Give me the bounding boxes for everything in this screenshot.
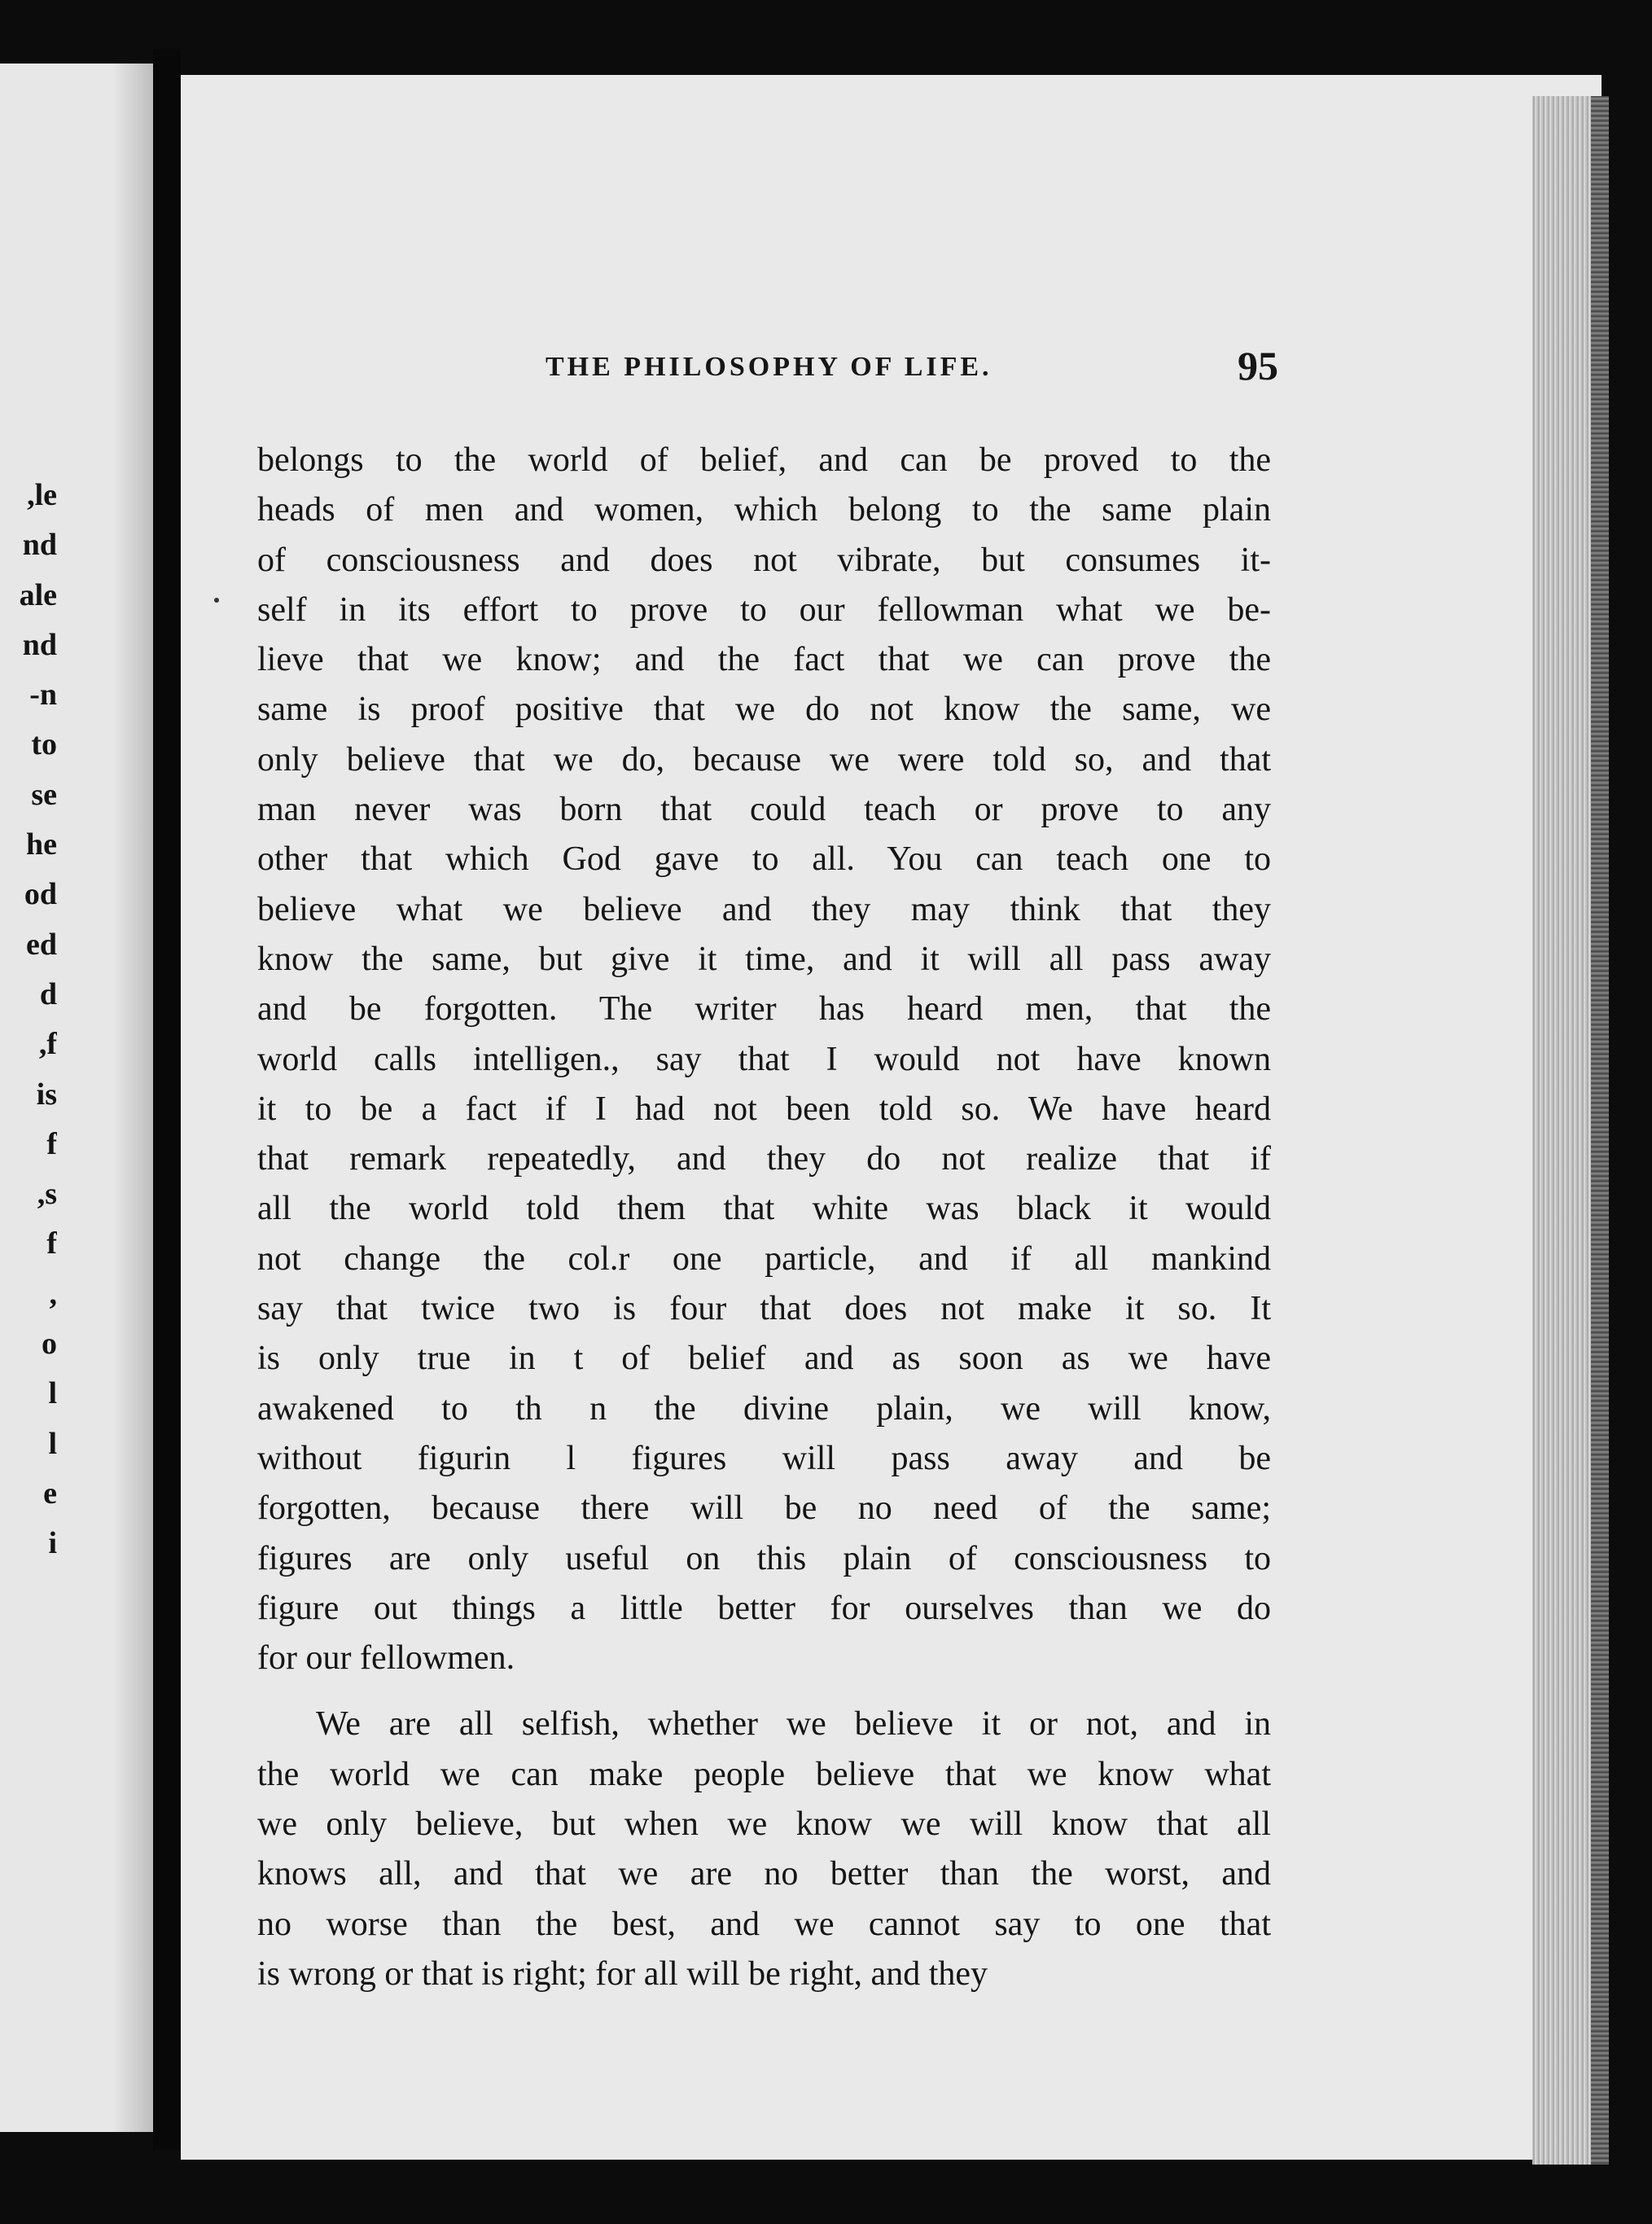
- text-line: the world we can make people believe that we know what: [257, 1755, 1271, 1793]
- fragment-line: s,: [37, 1177, 57, 1212]
- fragment-line: i: [48, 1526, 57, 1561]
- text-line: other that which God gave to all. You can teach one to: [257, 840, 1271, 879]
- text-line: lieve that we know; and the fact that we can prove the: [257, 641, 1271, 679]
- fragment-line: ale: [19, 577, 57, 612]
- fragment-line: le,: [27, 478, 57, 512]
- fragment-line: nd: [22, 627, 57, 662]
- page-stack-edge-shadow: [1591, 96, 1609, 2165]
- text-line: figures are only useful on this plain of consciousness to: [257, 1539, 1271, 1577]
- text-line: that remark repeatedly, and they do not realize that if: [257, 1140, 1271, 1178]
- text-line: of consciousness and does not vibrate, but consumes it-: [257, 541, 1271, 579]
- text-line: figure out things a little better for ourselves than we do: [257, 1589, 1271, 1627]
- text-line: we only believe, but when we know we will know that all: [257, 1805, 1271, 1844]
- text-line: awakened to th n the divine plain, we will know,: [257, 1389, 1271, 1428]
- text-line: know the same, but give it time, and it will all pass away: [257, 940, 1271, 978]
- fragment-line: d: [39, 976, 57, 1011]
- fragment-line: ,: [49, 1276, 57, 1311]
- paragraph-2: [257, 1700, 1271, 1999]
- text-line: is only true in t of belief and as soon as we have: [257, 1340, 1271, 1378]
- text-line: heads of men and women, which belong to the same plain: [257, 491, 1271, 529]
- running-head: [261, 342, 1278, 391]
- text-line: without figurin l figures will pass away and be: [257, 1439, 1271, 1477]
- page-body-text: [257, 436, 1271, 1999]
- text-line: We are all selfish, whether we believe it or not, and in: [316, 1705, 1271, 1744]
- page-number: 95: [1238, 343, 1278, 388]
- fragment-line: to: [31, 727, 57, 762]
- fragment-line: n-: [29, 678, 57, 713]
- text-line: self in its effort to prove to our fellowman what we be-: [257, 590, 1271, 629]
- text-line: belongs to the world of belief, and can be proved to the: [257, 441, 1271, 479]
- text-line: for our fellowmen.: [257, 1639, 515, 1678]
- fragment-line: l: [48, 1426, 57, 1461]
- previous-page-text-fragments: [0, 471, 57, 1569]
- running-title: THE PHILOSOPHY OF LIFE.: [546, 352, 993, 382]
- text-line: same is proof positive that we do not know the same, we: [257, 691, 1271, 729]
- fragment-line: is: [36, 1077, 57, 1112]
- previous-page-edge: [0, 64, 153, 2132]
- fragment-line: f: [46, 1226, 57, 1261]
- fragment-line: f,: [38, 1027, 57, 1062]
- fragment-line: nd: [22, 528, 57, 563]
- stray-ink-mark: [214, 598, 219, 603]
- fragment-line: l: [48, 1376, 57, 1411]
- text-line: no worse than the best, and we cannot say to one that: [257, 1905, 1271, 1943]
- text-line: all the world told them that white was black it would: [257, 1190, 1271, 1228]
- book-spine: [153, 49, 181, 2150]
- text-line: only believe that we do, because we were told so, and that: [257, 740, 1271, 779]
- text-line: believe what we believe and they may think that they: [257, 890, 1271, 928]
- fragment-line: f: [46, 1126, 57, 1161]
- fragment-line: e: [43, 1476, 57, 1511]
- fragment-line: he: [26, 827, 57, 862]
- fragment-line: se: [31, 777, 57, 812]
- fragment-line: ed: [26, 927, 57, 962]
- page-stack-edges: [1532, 96, 1591, 2165]
- paragraph-1: [257, 436, 1271, 1683]
- gutter-shadow: [112, 64, 153, 2132]
- text-line: man never was born that could teach or prove to any: [257, 791, 1271, 829]
- text-line: world calls intelligen., say that I would not have known: [257, 1040, 1271, 1078]
- paragraph-gap: [257, 1683, 1271, 1700]
- text-line: it to be a fact if I had not been told so. We have heard: [257, 1090, 1271, 1128]
- text-line: say that twice two is four that does not make it so. It: [257, 1290, 1271, 1328]
- text-line: is wrong or that is right; for all will be right, and they: [257, 1954, 988, 1993]
- text-line: knows all, and that we are no better than the worst, and: [257, 1855, 1271, 1893]
- text-line: forgotten, because there will be no need of the same;: [257, 1489, 1271, 1528]
- text-line: and be forgotten. The writer has heard men, that the: [257, 990, 1271, 1029]
- fragment-line: o: [42, 1327, 57, 1362]
- fragment-line: od: [24, 877, 57, 912]
- text-line: not change the col.r one particle, and if all mankind: [257, 1239, 1271, 1278]
